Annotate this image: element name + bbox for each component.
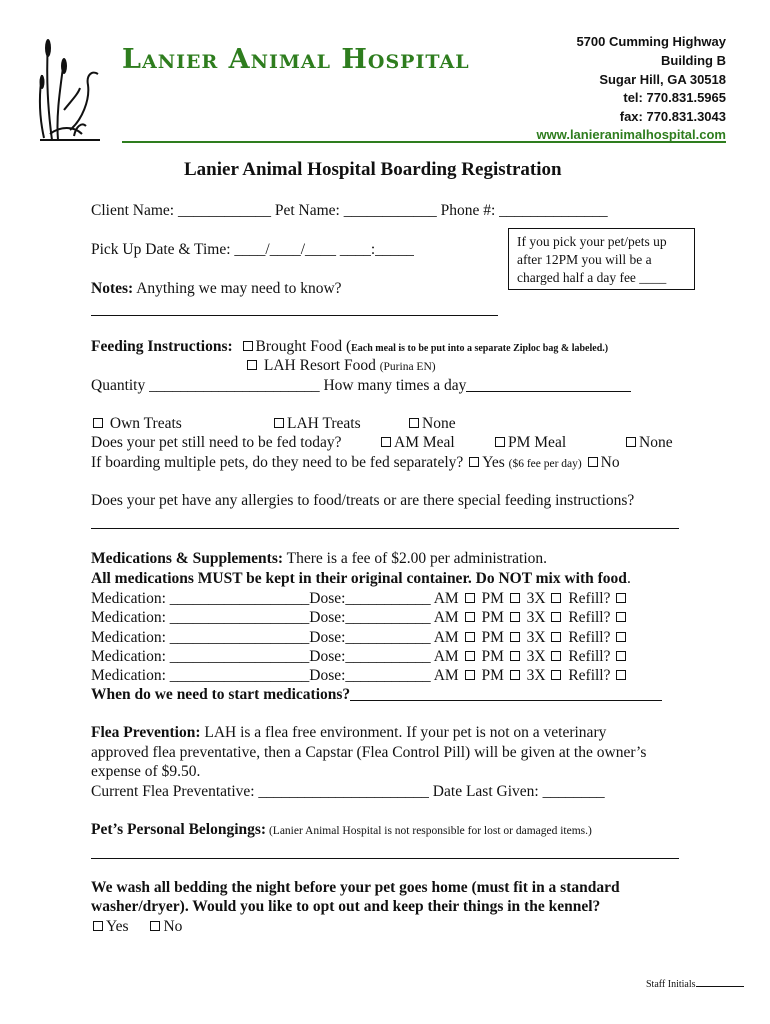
medication-3x-label: 3X: [526, 647, 546, 665]
am-meal-checkbox[interactable]: [381, 437, 391, 447]
no-meal-item: [624, 434, 673, 452]
medication-3x-checkbox[interactable]: [551, 632, 561, 642]
brought-food-note: Each meal is to be put into a separate Ziploc bag & labeled.): [351, 343, 609, 354]
medications-fee: There is a fee of $2.00 per administration.: [283, 550, 548, 567]
no-meal-label: None: [639, 434, 673, 451]
medication-pm-label: PM: [481, 590, 504, 607]
medication-refill-label: Refill?: [568, 609, 611, 627]
pm-meal-label: PM Meal: [508, 434, 567, 451]
pickup-notice-box: [508, 228, 695, 290]
medication-refill-checkbox[interactable]: [616, 651, 626, 661]
notes-text: Anything we may need to know?: [133, 280, 342, 297]
flea-label: Flea Prevention:: [91, 724, 201, 741]
website-link[interactable]: www.lanieranimalhospital.com: [536, 127, 726, 142]
medication-am-label: AM: [433, 667, 459, 685]
no-treats-checkbox[interactable]: [409, 418, 419, 428]
fed-today-question: Does your pet still need to be fed today?: [91, 434, 342, 451]
medication-am-label: AM: [433, 647, 459, 665]
medication-3x-checkbox[interactable]: [551, 670, 561, 680]
feeding-row2: [245, 357, 436, 375]
medication-refill-label: Refill?: [568, 647, 611, 665]
pm-meal-checkbox[interactable]: [495, 437, 505, 447]
medication-pm-checkbox[interactable]: [510, 670, 520, 680]
feeding-label: Feeding Instructions:: [91, 338, 233, 355]
medication-row: [91, 648, 629, 666]
form-title: Lanier Animal Hospital Boarding Registration: [184, 159, 562, 180]
flea-current-line[interactable]: Current Flea Preventative: ______________________ Date Last Given: ________: [91, 783, 605, 800]
medication-row: [91, 609, 629, 627]
medication-pm-checkbox[interactable]: [510, 651, 520, 661]
medication-am-label: AM: [433, 609, 459, 627]
bedding-no-checkbox[interactable]: [150, 921, 160, 931]
pickup-line[interactable]: Pick Up Date & Time: ____/____/____ ____:_____: [91, 241, 414, 258]
medication-refill-checkbox[interactable]: [616, 632, 626, 642]
medication-refill-label: Refill?: [568, 667, 611, 685]
staff-initials: [646, 976, 744, 990]
medications-warning: [91, 570, 631, 588]
address-line1: 5700 Cumming Highway: [576, 34, 726, 49]
medication-row: [91, 629, 629, 647]
medication-am-checkbox[interactable]: [465, 612, 475, 622]
medications-header: [91, 550, 547, 568]
feeding-row1: [91, 338, 608, 356]
cattail-logo: [30, 30, 110, 150]
medications-warning-period: .: [626, 570, 631, 587]
separate-yes-checkbox[interactable]: [469, 457, 479, 467]
no-treats-label: None: [422, 415, 456, 432]
medication-pm-label: PM: [481, 667, 504, 685]
lah-treats-item: [272, 415, 361, 433]
medication-pm-label: PM: [481, 609, 504, 627]
flea-text1: LAH is a flea free environment. If your pet is not on a veterinary: [200, 724, 607, 741]
medication-row: [91, 590, 629, 608]
flea-line2: approved flea preventative, then a Capstar (Flea Control Pill) will be given at the owner’s: [91, 744, 647, 761]
medications-label: Medications & Supplements:: [91, 550, 284, 567]
fax-number: fax: 770.831.3043: [619, 109, 726, 124]
bedding-yes-checkbox[interactable]: [93, 921, 103, 931]
allergies-question: Does your pet have any allergies to food/treats or are there special feeding instructions?: [91, 492, 635, 509]
medication-pm-checkbox[interactable]: [510, 612, 520, 622]
medication-refill-checkbox[interactable]: [616, 593, 626, 603]
flea-line3: expense of $9.50.: [91, 763, 201, 780]
medication-am-checkbox[interactable]: [465, 593, 475, 603]
lah-treats-checkbox[interactable]: [274, 418, 284, 428]
medication-am-checkbox[interactable]: [465, 670, 475, 680]
medication-pm-label: PM: [481, 628, 504, 646]
medication-dose-blanks[interactable]: Medication: __________________Dose:___________: [91, 628, 431, 646]
brought-food-checkbox[interactable]: [243, 341, 253, 351]
bedding-no-label: No: [163, 918, 183, 935]
medication-dose-blanks[interactable]: Medication: __________________Dose:___________: [91, 590, 431, 607]
resort-food-checkbox[interactable]: [247, 360, 257, 370]
notes-blank[interactable]: [91, 315, 498, 316]
am-meal-item: [379, 434, 455, 452]
belongings-line: [91, 821, 592, 839]
brought-food-label: Brought Food (: [255, 338, 352, 355]
address-line3: Sugar Hill, GA 30518: [599, 72, 726, 87]
quantity-text: Quantity ______________________ How many times a day: [91, 377, 467, 394]
medication-3x-label: 3X: [526, 609, 546, 627]
medication-3x-label: 3X: [526, 590, 546, 607]
medication-row: [91, 667, 629, 685]
start-medications-blank[interactable]: [350, 686, 662, 701]
medication-dose-blanks[interactable]: Medication: __________________Dose:___________: [91, 667, 431, 685]
bedding-line2: washer/dryer). Would you like to opt out and keep their things in the kennel?: [91, 898, 601, 915]
hospital-name: Lanier Animal Hospital: [122, 44, 470, 75]
medication-pm-checkbox[interactable]: [510, 593, 520, 603]
resort-food-note: (Purina EN): [379, 361, 436, 373]
allergies-blank[interactable]: [91, 528, 679, 529]
client-pet-phone-line[interactable]: Client Name: ____________ Pet Name: ____________ Phone #: ______________: [91, 202, 608, 219]
separate-feeding-question: If boarding multiple pets, do they need to be fed separately?: [91, 454, 464, 471]
separate-yes-label: Yes: [482, 454, 509, 471]
no-treats-item: [407, 415, 456, 433]
separate-yes-note: ($6 fee per day): [508, 458, 582, 470]
separate-no-checkbox[interactable]: [588, 457, 598, 467]
pm-meal-item: [493, 434, 566, 452]
medication-3x-label: 3X: [526, 628, 546, 646]
belongings-label: Pet’s Personal Belongings:: [91, 821, 267, 838]
staff-initials-blank[interactable]: [696, 976, 744, 987]
start-medications-question: When do we need to start medications?: [91, 686, 351, 703]
resort-food-label: LAH Resort Food: [263, 357, 380, 374]
tel-number: tel: 770.831.5965: [623, 90, 726, 105]
own-treats-label: Own Treats: [109, 415, 182, 432]
notes-line: [91, 280, 342, 298]
medication-dose-blanks[interactable]: Medication: __________________Dose:___________: [91, 647, 431, 665]
medication-am-checkbox[interactable]: [465, 632, 475, 642]
own-treats-checkbox[interactable]: [93, 418, 103, 428]
notes-label: Notes:: [91, 280, 134, 297]
medication-pm-label: PM: [481, 647, 504, 665]
medications-warning-text: All medications MUST be kept in their original container. Do NOT mix with food: [91, 570, 627, 587]
medication-refill-label: Refill?: [568, 628, 611, 646]
bedding-line1: We wash all bedding the night before your pet goes home (must fit in a standard: [91, 879, 620, 896]
lah-treats-label: LAH Treats: [287, 415, 361, 432]
am-meal-label: AM Meal: [394, 434, 455, 451]
no-meal-checkbox[interactable]: [626, 437, 636, 447]
staff-initials-label: Staff Initials: [646, 979, 696, 990]
medication-dose-blanks[interactable]: Medication: __________________Dose:___________: [91, 609, 431, 627]
address-line2: Building B: [661, 53, 726, 68]
start-medications-line: [91, 686, 662, 704]
medication-refill-checkbox[interactable]: [616, 612, 626, 622]
medication-3x-label: 3X: [526, 667, 546, 685]
medication-3x-checkbox[interactable]: [551, 651, 561, 661]
flea-line1: [91, 724, 606, 742]
medication-pm-checkbox[interactable]: [510, 632, 520, 642]
belongings-note: (Lanier Animal Hospital is not responsible for lost or damaged items.): [266, 825, 592, 837]
medication-3x-checkbox[interactable]: [551, 612, 561, 622]
pickup-notice-text: If you pick your pet/pets up after 12PM you will be a charged half a day fee ____: [517, 234, 667, 285]
separate-no-label: No: [600, 454, 620, 471]
medication-3x-checkbox[interactable]: [551, 593, 561, 603]
times-per-day-blank[interactable]: [466, 377, 631, 392]
medication-am-checkbox[interactable]: [465, 651, 475, 661]
quantity-line[interactable]: [91, 377, 631, 395]
bedding-yes-label: Yes: [106, 918, 129, 935]
belongings-blank[interactable]: [91, 858, 679, 859]
medication-am-label: AM: [433, 628, 459, 646]
medication-am-label: AM: [433, 590, 459, 607]
medication-refill-checkbox[interactable]: [616, 670, 626, 680]
treats-row: [91, 415, 182, 433]
separate-feeding-row: [91, 454, 620, 472]
medication-refill-label: Refill?: [568, 590, 611, 607]
bedding-options: [91, 918, 182, 936]
